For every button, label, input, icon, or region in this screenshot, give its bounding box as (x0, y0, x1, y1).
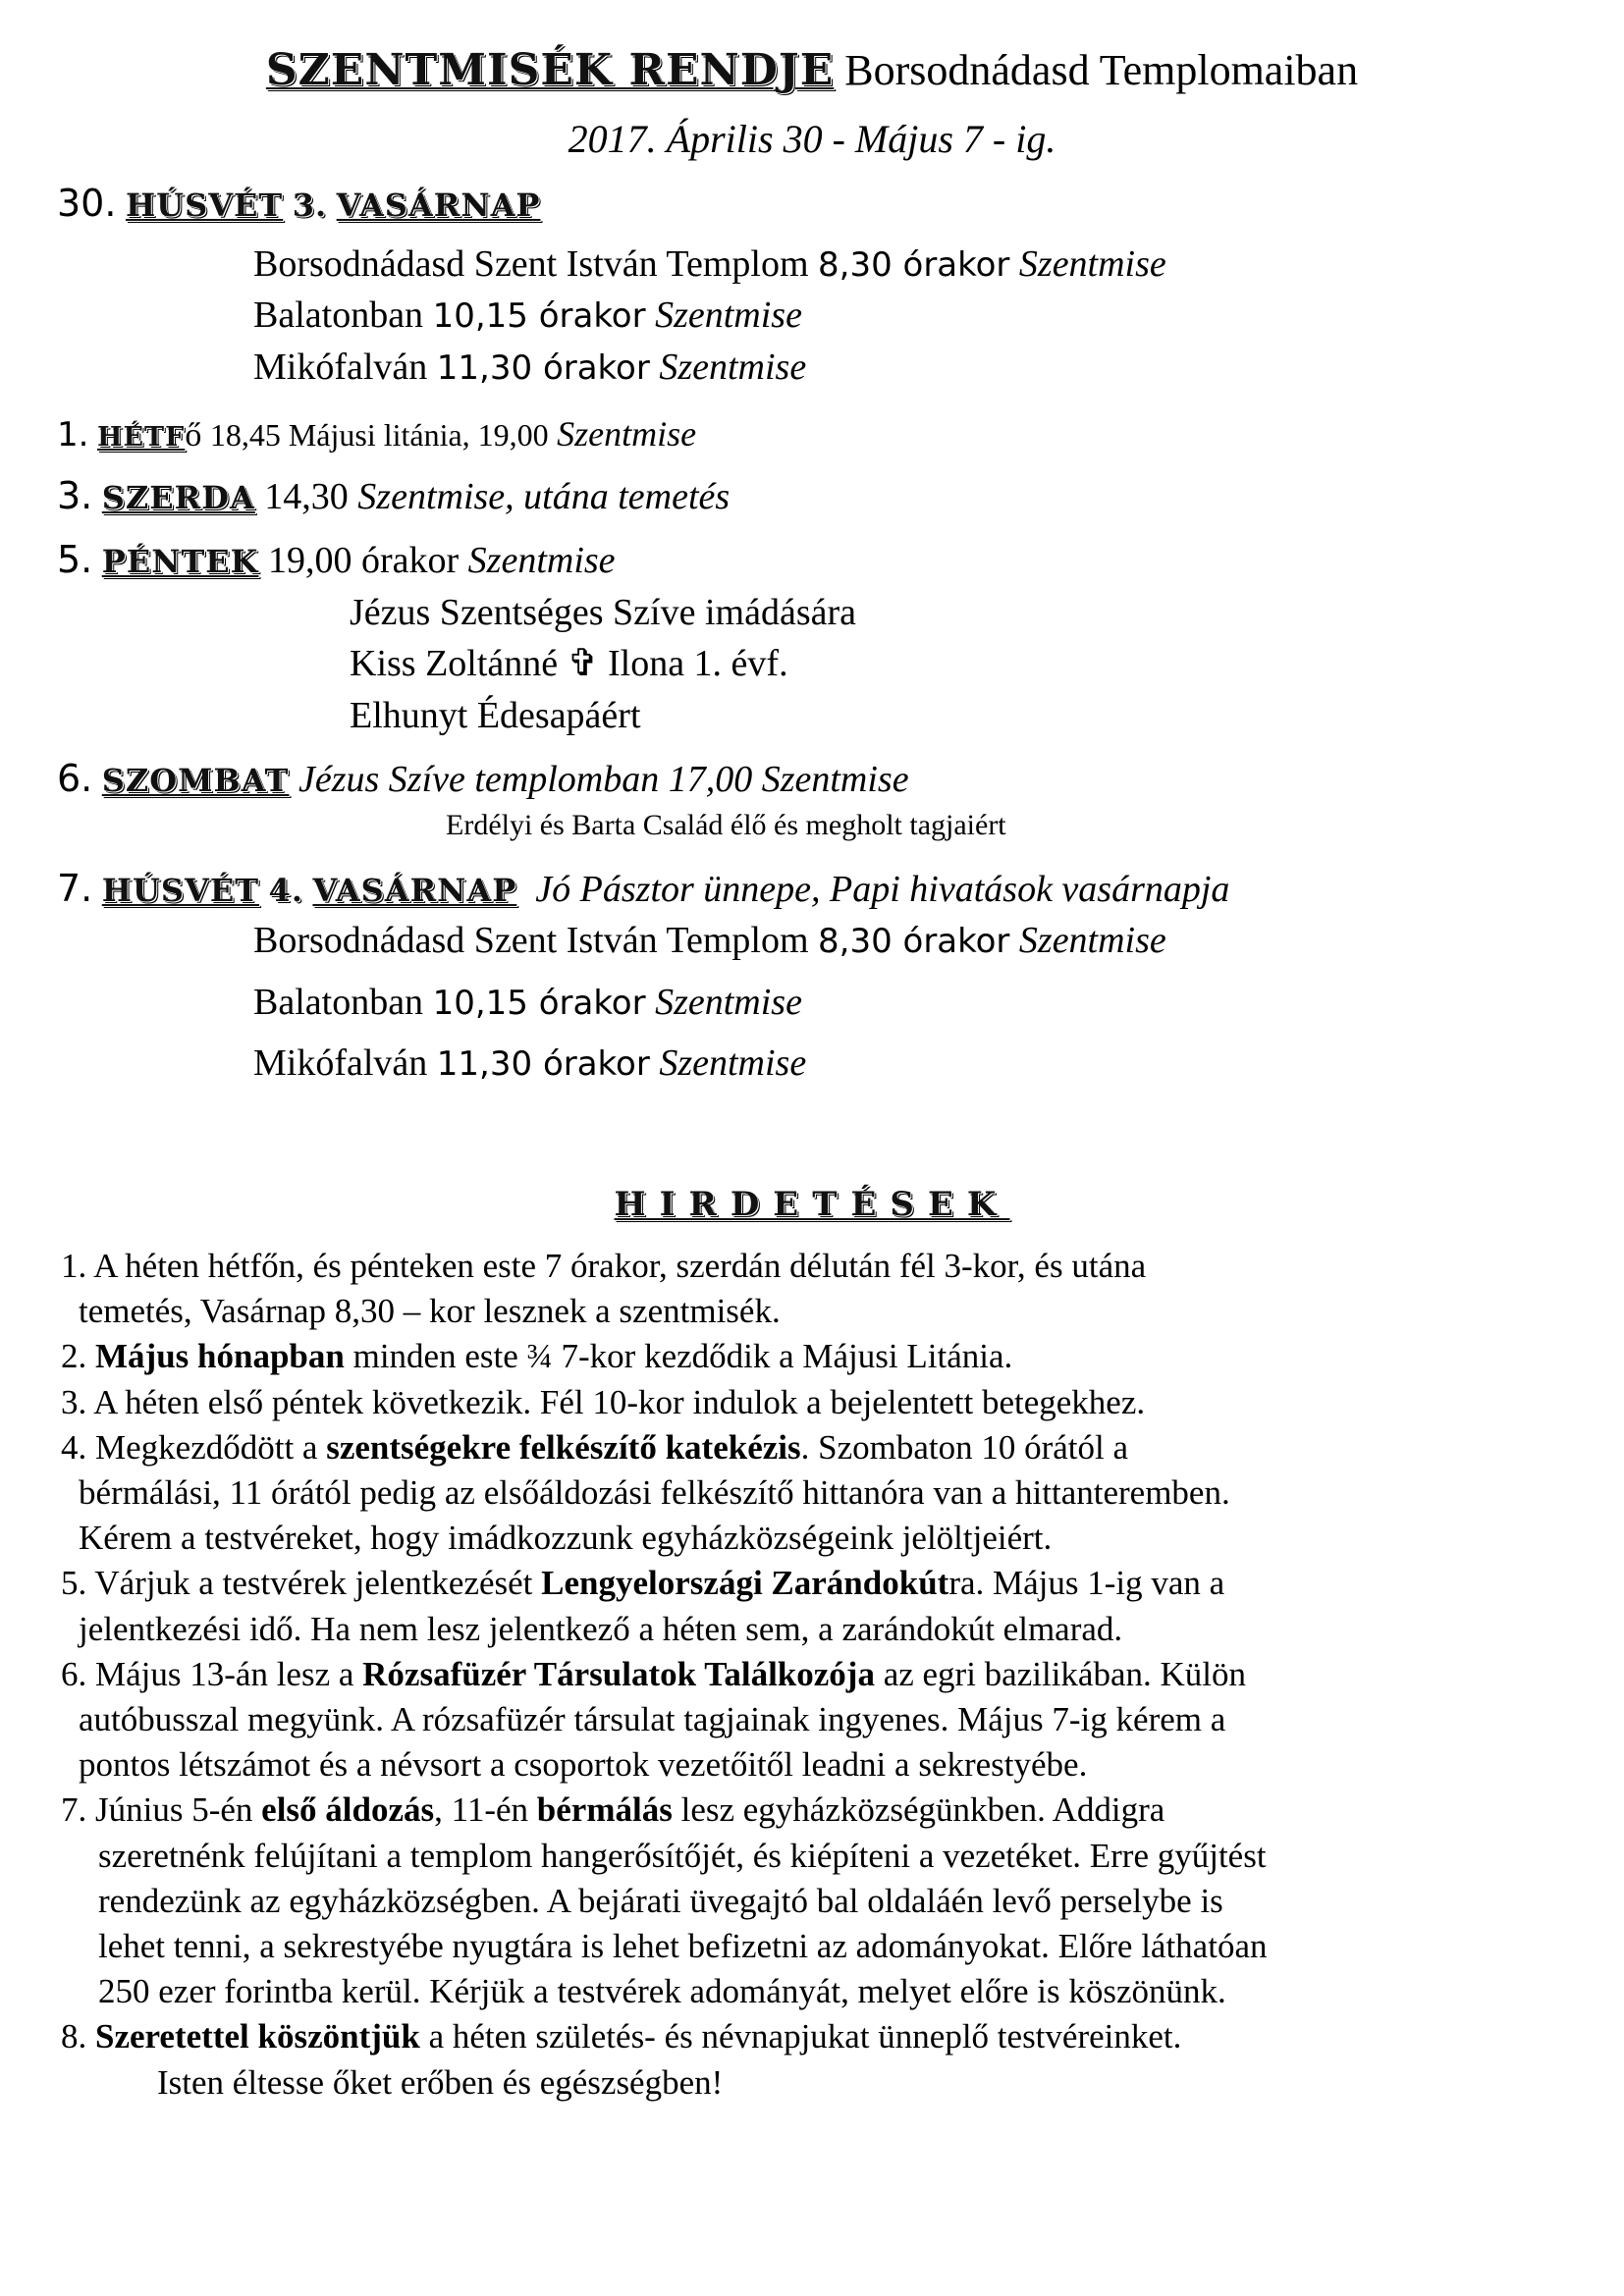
mass-intention: Jézus Szentséges Szíve imádására (350, 592, 856, 633)
announcement-emphasis: bérmálás (536, 1790, 673, 1829)
announcements-heading-text: HIRDETÉSEK (614, 1185, 1010, 1224)
day-name-number: 3. (292, 187, 328, 224)
day-name-suffix: VASÁRNAP (312, 872, 517, 909)
announcement-text: lehet tenni, a sekrestyébe nyugtára is lehet befizetni az adományokat. Előre láthatóan (98, 1927, 1268, 1965)
day-header-sunday-may-7 (57, 867, 1230, 910)
announcement-text: 6. Május 13-án lesz a (61, 1655, 363, 1693)
announcement-text: pontos létszámot és a névsort a csoportok vezetőitől leadni a sekrestyébe. (79, 1745, 1088, 1784)
announcement-line (61, 1657, 1246, 1691)
announcement-line (79, 1747, 1087, 1782)
announcement-text: 5. Várjuk a testvérek jelentkezését (61, 1564, 542, 1602)
day-name: HÉTF (96, 422, 186, 453)
announcement-text: az egri bazilikában. Külön (874, 1655, 1246, 1693)
announcement-text: rendezünk az egyházközségben. A bejárati üvegajtó bal oldaláén levő perselybe is (98, 1882, 1223, 1920)
day-text: 18,45 Májusi litánia, 19,00 (209, 417, 549, 453)
announcement-line (61, 2019, 1181, 2054)
announcement-text: a héten születés- és névnapjukat ünneplő testvéreinket. (419, 2017, 1182, 2056)
day-name: SZOMBAT (101, 762, 290, 799)
announcement-line (79, 1612, 1122, 1646)
day-time: 14,30 (264, 476, 349, 517)
day-name: PÉNTEK (101, 543, 259, 580)
mass-line (253, 245, 1166, 283)
title-decorative: SZENTMISÉK RENDJE (265, 45, 835, 95)
announcement-text: 3. A héten első péntek következik. Fél 10-kor indulok a bejelentett betegekhez. (61, 1383, 1146, 1421)
announcement-line (61, 1339, 1012, 1373)
mass-line (253, 348, 806, 386)
announcement-line (98, 1884, 1223, 1918)
document-title (0, 45, 1624, 95)
mass-line (253, 296, 802, 334)
announcement-line (61, 1385, 1145, 1419)
day-text: Szentmise, utána temetés (357, 476, 731, 517)
mass-time: 11,30 órakor (436, 348, 650, 388)
announcement-emphasis: szentségekre felkészítő katekézis (326, 1428, 801, 1467)
mass-type: Szentmise (1018, 243, 1166, 285)
title-rest: Borsodnádasd Templomaiban (844, 46, 1359, 94)
mass-time: 8,30 órakor (818, 245, 1010, 285)
mass-type: Szentmise (659, 1042, 807, 1084)
announcement-text: szeretnénk felújítani a templom hangerősítőjét, és kiépíteni a vezetéket. Erre gyűjtést (98, 1837, 1267, 1875)
day-name: HÚSVÉT (101, 872, 260, 909)
announcement-text: ra. Május 1-ig van a (948, 1564, 1225, 1602)
announcement-line (79, 1702, 1225, 1736)
mass-type: Szentmise (659, 347, 807, 388)
announcement-emphasis: Lengyelországi Zarándokút (541, 1564, 949, 1602)
announcement-text: . Szombaton 10 órától a (800, 1428, 1129, 1467)
announcement-line (79, 1521, 1052, 1555)
mass-type: Szentmise (467, 540, 616, 581)
mass-line (253, 922, 1166, 959)
mass-type: Szentmise (655, 294, 802, 336)
day-header-wednesday (57, 474, 731, 517)
day-name-number: 4. (268, 872, 303, 909)
announcement-text: 7. Június 5-én (61, 1790, 262, 1829)
announcement-text: 1. A héten hétfőn, és pénteken este 7 órakor, szerdán délután fél 3-kor, és utána (61, 1247, 1147, 1285)
day-name-suffix: ő (185, 417, 202, 454)
mass-intention: Kiss Zoltánné ✞ Ilona 1. évf. (350, 643, 788, 684)
announcement-text: 8. (61, 2017, 95, 2056)
mass-time: 11,30 órakor (436, 1044, 650, 1084)
day-header-saturday (57, 757, 909, 800)
mass-place: Balatonban (253, 294, 424, 336)
mass-type: Szentmise (1018, 920, 1166, 961)
announcement-text: 4. Megkezdődött a (61, 1428, 327, 1467)
announcement-text: 2. (61, 1337, 95, 1375)
announcement-line (61, 1566, 1224, 1600)
day-number: 6. (57, 757, 93, 800)
day-number: 5. (57, 538, 93, 581)
announcement-emphasis: Május hónapban (95, 1337, 345, 1375)
day-number: 1. (57, 415, 89, 454)
mass-place: Borsodnádasd Szent István Templom (253, 243, 809, 285)
announcement-line (79, 1475, 1230, 1510)
mass-intention: Elhunyt Édesapáért (350, 695, 641, 736)
announcement-text: 250 ezer forintba kerül. Kérjük a testvérek adományát, melyet előre is köszönünk. (98, 1972, 1226, 2010)
mass-place: Mikófalván (253, 1042, 428, 1084)
mass-type: Szentmise (557, 414, 697, 454)
announcement-text: jelentkezési idő. Ha nem lesz jelentkező a héten sem, a zarándokút elmarad. (79, 1610, 1123, 1648)
day-text: Jézus Szíve templomban 17,00 Szentmise (298, 759, 909, 800)
mass-time: 8,30 órakor (818, 922, 1010, 961)
mass-place: Borsodnádasd Szent István Templom (253, 920, 809, 961)
announcement-line (79, 1294, 781, 1328)
announcement-text: temetés, Vasárnap 8,30 – kor lesznek a szentmisék. (79, 1292, 781, 1330)
mass-type: Szentmise (655, 982, 802, 1023)
announcement-emphasis: Rózsafüzér Társulatok Találkozója (362, 1655, 875, 1693)
announcement-line (98, 1974, 1226, 2008)
announcement-line (61, 1249, 1146, 1283)
announcement-text: , 11-én (434, 1790, 537, 1829)
announcement-text: bérmálási, 11 órától pedig az elsőáldozási felkészítő hittanóra van a hittanteremben. (79, 1473, 1230, 1512)
announcement-text: Kérem a testvéreket, hogy imádkozzunk egyházközségeink jelöltjeiért. (79, 1519, 1053, 1557)
mass-line (253, 1044, 806, 1082)
mass-time: 10,15 órakor (432, 984, 646, 1023)
announcement-text: autóbusszal megyünk. A rózsafüzér társulat tagjainak ingyenes. Május 7-ig kérem a (79, 1700, 1226, 1738)
day-number: 30. (57, 182, 117, 225)
day-time: 19,00 órakor (267, 540, 460, 581)
mass-intention: Erdélyi és Barta Család élő és megholt tagjaiért (446, 809, 1006, 841)
announcement-text: Isten éltesse őket erőben és egészségben! (157, 2063, 724, 2102)
mass-place: Mikófalván (253, 347, 428, 388)
mass-time: 10,15 órakor (432, 296, 646, 336)
day-header-friday (57, 538, 616, 581)
day-name: SZERDA (101, 479, 255, 516)
announcement-text: minden este ¾ 7-kor kezdődik a Májusi Litánia. (344, 1337, 1013, 1375)
announcement-line (98, 1929, 1267, 1963)
announcement-line (98, 1839, 1267, 1873)
announcements-heading (0, 1185, 1624, 1224)
announcement-emphasis: első áldozás (261, 1790, 435, 1829)
announcement-line (61, 1792, 1164, 1827)
day-name: HÚSVÉT (125, 187, 284, 224)
mass-line (253, 984, 802, 1021)
day-header-monday (57, 416, 696, 453)
announcement-emphasis: Szeretettel köszöntjük (95, 2017, 420, 2056)
day-number: 3. (57, 474, 93, 517)
mass-place: Balatonban (253, 982, 424, 1023)
day-header-sunday-april-30 (57, 182, 541, 225)
announcement-text: lesz egyházközségünkben. Addigra (672, 1790, 1165, 1829)
date-range: 2017. Április 30 - Május 7 - ig. (568, 117, 1056, 161)
day-subtitle: Jó Pásztor ünnepe, Papi hivatások vasárnapja (535, 869, 1230, 910)
announcement-line (157, 2065, 723, 2100)
day-name-suffix: VASÁRNAP (336, 187, 541, 224)
day-number: 7. (57, 867, 93, 910)
announcement-line (61, 1430, 1128, 1465)
